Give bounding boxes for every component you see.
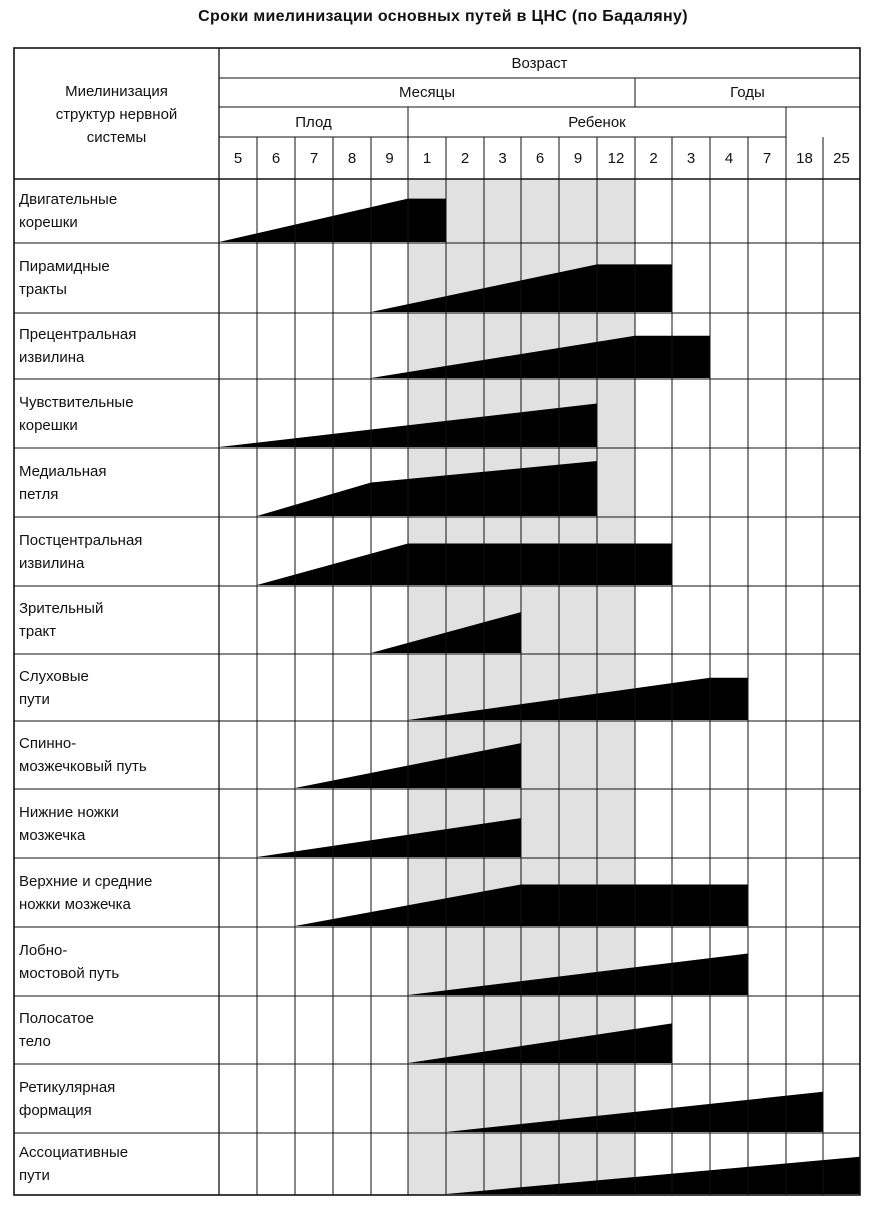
row-label-line: Верхние и средние	[19, 872, 153, 890]
row-label	[19, 935, 214, 988]
row-label-line: Ассоциативные	[19, 1144, 129, 1161]
row-label-line: Двигательные	[19, 191, 118, 208]
row-label-line: петля	[19, 485, 59, 503]
column-label: 18	[796, 149, 813, 167]
structures-header-line: системы	[86, 128, 147, 146]
row-label	[19, 1072, 214, 1125]
row-label-line: мозжечка	[19, 826, 86, 844]
row-label-line: Лобно-	[19, 941, 68, 959]
age-header: Возраст	[511, 54, 568, 72]
column-label: 9	[573, 149, 583, 167]
row-label	[19, 797, 214, 850]
row-label-line: Пирамидные	[19, 258, 110, 275]
row-label-line: извилина	[19, 554, 85, 572]
row-label-line: Прецентральная	[19, 326, 137, 343]
column-label: 2	[460, 149, 470, 167]
row-label	[19, 1004, 214, 1056]
row-label	[19, 251, 214, 305]
row-label-line: тракт	[19, 623, 57, 640]
row-label	[19, 387, 214, 440]
row-label-line: Зрительный	[19, 600, 104, 617]
row-label	[19, 456, 214, 509]
row-label-line: Полосатое	[19, 1010, 94, 1027]
column-label: 25	[833, 149, 850, 167]
fetus-header: Плод	[295, 113, 332, 131]
myelination-wedge	[257, 543, 672, 585]
column-label: 7	[309, 149, 319, 167]
row-label-line: Постцентральная	[19, 531, 143, 549]
column-label: 6	[271, 149, 281, 167]
months-header: Месяцы	[398, 84, 455, 101]
column-label: 4	[724, 149, 734, 167]
row-label-line: Спинно-	[19, 735, 77, 752]
column-label: 3	[686, 149, 696, 167]
row-label	[19, 525, 214, 578]
column-label: 12	[607, 149, 625, 167]
row-label	[19, 1141, 214, 1187]
chart-title: Сроки миелинизации основных путей в ЦНС (по Бадаляну)	[198, 8, 688, 25]
row-label-line: пути	[19, 690, 50, 708]
row-label	[19, 594, 214, 646]
column-label: 6	[535, 149, 545, 167]
row-label	[19, 187, 214, 235]
row-label-line: ножки мозжечка	[19, 895, 131, 913]
row-label-line: пути	[19, 1167, 50, 1184]
row-label-line: Нижние ножки	[19, 803, 119, 821]
row-label-line: формация	[19, 1101, 92, 1119]
row-label-line: извилина	[19, 349, 85, 366]
column-label: 8	[347, 149, 357, 167]
row-label-line: мозжечковый путь	[19, 758, 147, 775]
structures-header-line: структур нервной	[55, 105, 178, 123]
column-label: 9	[385, 149, 394, 167]
structures-header-line: Миелинизация	[65, 82, 168, 100]
row-label-line: тракты	[19, 281, 67, 298]
row-label-line: Ретикулярная	[19, 1078, 116, 1096]
column-label: 3	[498, 149, 507, 167]
row-label	[19, 866, 214, 919]
row-label-line: корешки	[19, 416, 78, 434]
row-label-line: Слуховые	[19, 667, 89, 685]
column-label: 2	[649, 149, 658, 167]
row-label	[19, 729, 214, 781]
row-label	[19, 662, 214, 713]
row-label-line: мостовой путь	[19, 964, 120, 982]
row-label	[19, 321, 214, 371]
structures-header	[14, 50, 219, 178]
row-label-line: Медиальная	[19, 462, 107, 480]
child-header: Ребенок	[568, 113, 626, 131]
column-label: 7	[762, 149, 772, 167]
column-label: 5	[233, 149, 243, 167]
row-label-line: тело	[19, 1033, 51, 1050]
column-label: 1	[422, 149, 432, 167]
years-header: Годы	[730, 84, 765, 101]
row-label-line: корешки	[19, 214, 78, 231]
row-label-line: Чувствительные	[19, 393, 134, 411]
